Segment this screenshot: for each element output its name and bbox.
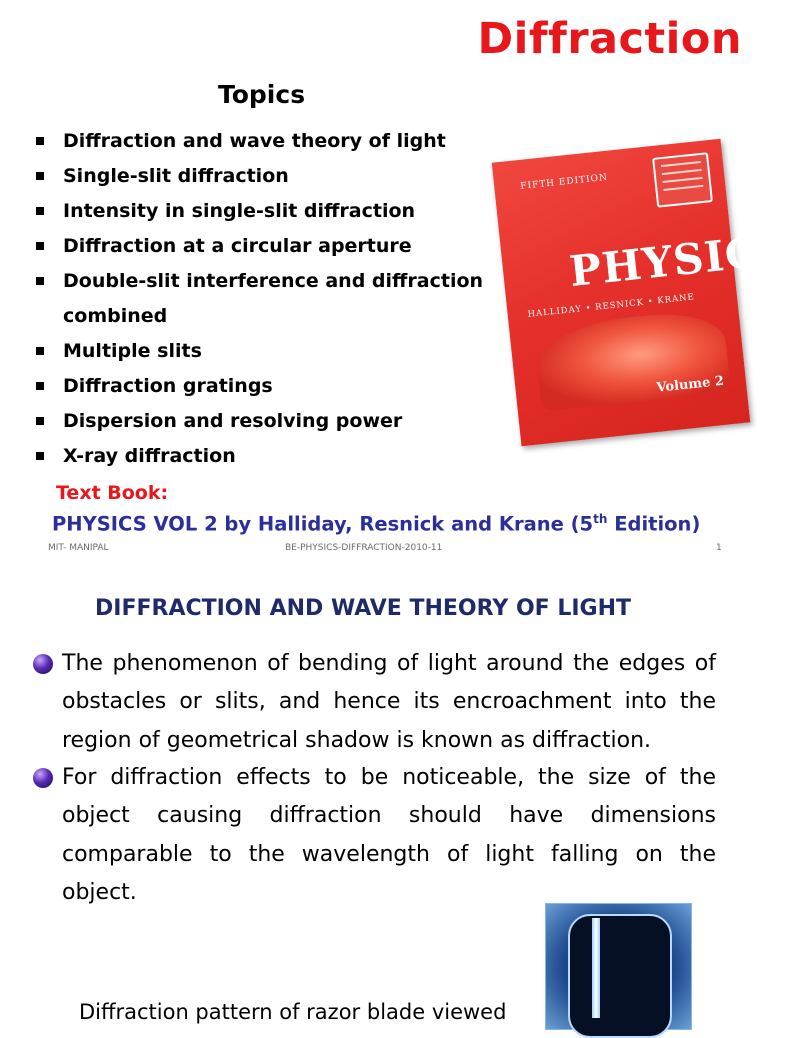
orb-bullet-icon <box>33 654 53 674</box>
razor-blade-outline <box>568 914 672 1038</box>
square-bullet-icon <box>36 277 44 285</box>
topic-item: Intensity in single-slit diffraction <box>36 194 496 229</box>
topic-item: Diffraction and wave theory of light <box>36 124 496 159</box>
square-bullet-icon <box>36 207 44 215</box>
book-badge-icon <box>652 152 713 208</box>
topic-item: Diffraction gratings <box>36 369 496 404</box>
orb-bullet-icon <box>33 768 53 788</box>
image-caption: Diffraction pattern of razor blade viewed <box>79 1000 507 1024</box>
footer-institution: MIT- MANIPAL <box>48 543 109 553</box>
topic-item: Multiple slits <box>36 334 496 369</box>
topics-heading: Topics <box>218 80 306 109</box>
book-cover-image <box>492 139 793 446</box>
razor-diffraction-image <box>545 903 692 1030</box>
book-volume: Volume 2 <box>655 373 725 396</box>
footer-course: BE-PHYSICS-DIFFRACTION-2010-11 <box>285 543 443 553</box>
footer-page-number: 1 <box>716 543 722 553</box>
topic-item-continuation: combined <box>63 305 168 327</box>
textbook-label: Text Book: <box>56 482 169 504</box>
book-authors: HALLIDAY • RESNICK • KRANE <box>527 292 696 320</box>
slide-heading: DIFFRACTION AND WAVE THEORY OF LIGHT <box>95 596 632 621</box>
topic-item: X-ray diffraction <box>36 439 496 474</box>
paragraph-definition: The phenomenon of bending of light around the edges of obstacles or slits, and hence its encroachment into the region of geometrical shadow is known as diffraction. <box>62 651 716 753</box>
book-cover-art <box>533 308 731 412</box>
paragraph-condition: For diffraction effects to be noticeable, the size of the object causing diffraction should have dimensions comparable to the wavelength of light falling on the object. <box>62 765 716 905</box>
square-bullet-icon <box>36 242 44 250</box>
square-bullet-icon <box>36 137 44 145</box>
razor-blade-slot <box>592 918 600 1018</box>
slide-title: Diffraction <box>477 14 742 64</box>
topic-item: Dispersion and resolving power <box>36 404 496 439</box>
topic-item: Diffraction at a circular aperture <box>36 229 496 264</box>
book-title: PHYSICS <box>566 224 793 297</box>
square-bullet-icon <box>36 382 44 390</box>
topic-list <box>36 124 496 474</box>
square-bullet-icon <box>36 347 44 355</box>
slide-2 <box>0 560 768 1024</box>
topic-item: Single-slit diffraction <box>36 159 496 194</box>
textbook-title: PHYSICS VOL 2 by Halliday, Resnick and Krane (5th Edition) <box>52 512 701 536</box>
square-bullet-icon <box>36 452 44 460</box>
topic-item: Double-slit interference and diffraction combined <box>36 264 496 334</box>
square-bullet-icon <box>36 172 44 180</box>
book-edition: FIFTH EDITION <box>519 172 609 192</box>
square-bullet-icon <box>36 417 44 425</box>
